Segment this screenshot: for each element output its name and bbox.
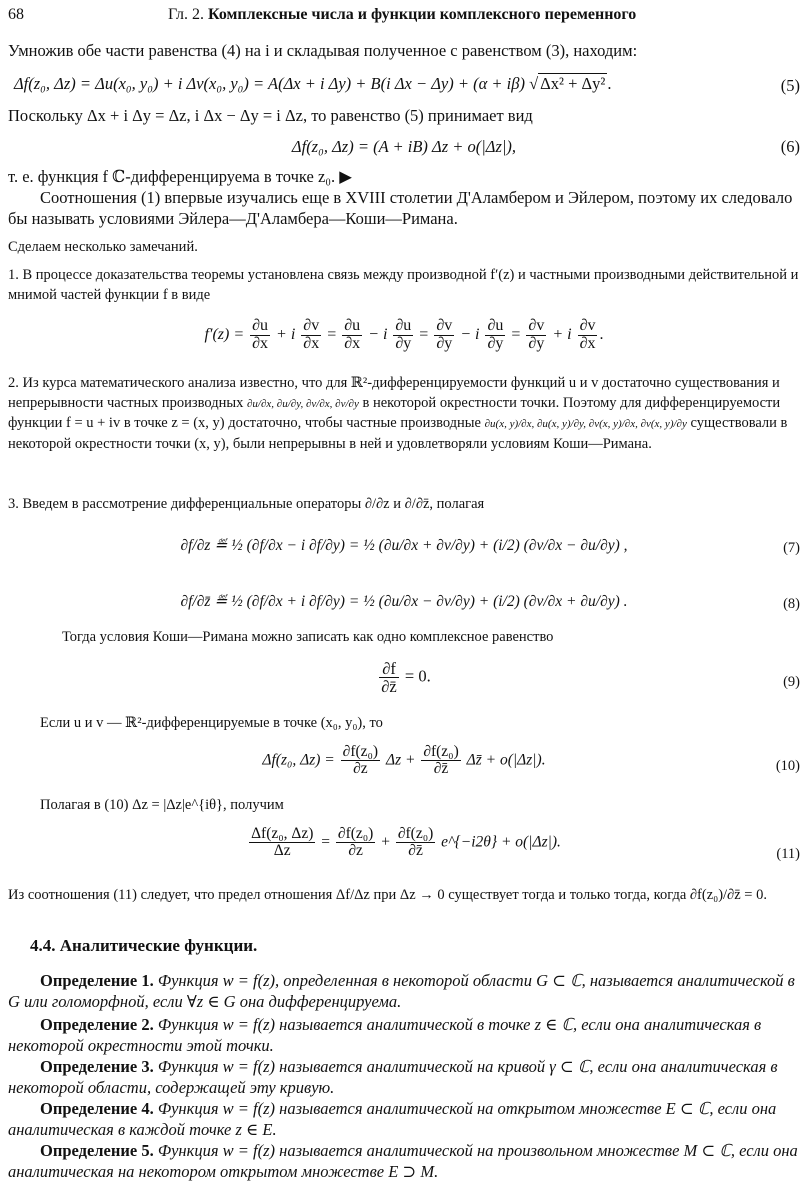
remark2-part-c: существовали в некоторой окрестности точки (x, y), были непрерывны в ней и удовлетворяли условиям Коши—Римана. [8,415,788,452]
eq-r1-lhs: f′(z) = [204,325,245,343]
definition-4-label: Определение 4. [40,1099,154,1118]
definition-5-label: Определение 5. [40,1141,154,1160]
equation-5: Δf(z₀, Δz) = Δu(x₀, y₀) + i Δv(x₀, y₀) = A(Δx + i Δy) + B(i Δx − Δy) + (α + iβ) √ Δx² + Δy² . [14,74,612,93]
frac-dv-dy: $\frac{\partial v}{\partial y}$ [436,317,453,352]
eq7-number: (7) [783,540,800,556]
paragraph-conclusion: т. е. функция f ℂ-дифференцируема в точке z₀. ▶ [8,167,352,186]
eq7-text: ∂f/∂z ≝ ½ (∂f/∂x − i ∂f/∂y) = ½ (∂u/∂x + ∂v/∂y) + (i/2) (∂v/∂x − ∂u/∂y) , [180,537,628,554]
definition-3 [8,1056,800,1098]
definition-2-text: Функция w = f(z) называется аналитической в точке z ∈ ℂ, если она аналитическая в некоторой окрестности этой точки. [8,1015,762,1055]
frac-df-dz: $\frac{\text{∂f(z₀)}}{\partial z}$ [342,743,379,778]
frac-df-dzbar: $\frac{\partial f}{\partial z̄}$ [381,659,397,697]
definition-5-text: Функция w = f(z) называется аналитической на произвольном множестве M ⊂ ℂ, если она аналитическая на некотором открытом множестве E ⊃ M. [8,1141,798,1181]
paragraph-remarks-intro: Сделаем несколько замечаний. [8,239,198,255]
eq5-number: (5) [780,76,800,95]
paragraph-if-differentiable: Если u и v — ℝ²-дифференцируемые в точке (x₀, y₀), то [40,715,383,731]
equation-7 [8,536,800,555]
eq10-number: (10) [775,758,800,774]
eq5-sqrt: Δx² + Δy² [540,74,606,93]
frac-ratio: $\frac{\text{Δf(z₀, Δz)}}{\Delta z}$ [251,825,314,860]
remark2-part-b: в некоторой окрестности точки. Поэтому для дифференцируемости функции f = u + iv в точке z = (x, y) достаточно, чтобы частные производные [8,394,781,431]
definition-5 [8,1140,800,1182]
equation-6 [8,137,800,157]
equation-9 [8,660,800,696]
remark2-derivatives: ∂u/∂x, ∂u/∂y, ∂v/∂x, ∂v/∂y [246,397,359,410]
paragraph-intro: Умножив обе части равенства (4) на i и складывая полученное с равенством (3), находим: [8,41,638,60]
eq6-number: (6) [780,137,800,156]
eq8-number: (8) [783,596,800,612]
definition-3-label: Определение 3. [40,1057,154,1076]
remark2-derivatives-2: ∂u(x, y)/∂x, ∂u(x, y)/∂y, ∂v(x, y)/∂x, ∂v(x, y)/∂y [484,418,687,430]
section-heading: 4.4. Аналитические функции. [30,936,258,955]
eq5-end: . [607,74,612,93]
definition-4 [8,1098,800,1140]
eq9-number: (9) [783,674,800,690]
frac-df-dzbar-11: $\frac{\text{∂f(z₀)}}{\partial z̄}$ [397,825,434,860]
running-header [8,6,800,28]
definition-1-text: Функция w = f(z), определенная в некоторой области G ⊂ ℂ, называется аналитической в G или голоморфной, если ∀z ∈ G она дифференцируема. [8,971,795,1011]
frac-du-dy-2: $\frac{\partial u}{\partial y}$ [487,317,504,352]
eq9-rest: = 0. [404,666,431,686]
eq8-text: ∂f/∂z̄ ≝ ½ (∂f/∂x + i ∂f/∂y) = ½ (∂u/∂x − ∂v/∂y) + (i/2) (∂v/∂x + ∂u/∂y) . [180,593,628,610]
equation-8 [8,592,800,611]
definition-3-text: Функция w = f(z) называется аналитической на кривой γ ⊂ ℂ, если она аналитическая в некоторой области, содержащей эту кривую. [8,1057,778,1097]
header-title [168,6,636,24]
frac-dv-dx-2: $\frac{\partial v}{\partial x}$ [579,317,596,352]
chapter-title: Комплексные числа и функции комплексного переменного [208,6,637,23]
eq11-number: (11) [776,846,800,862]
remark-3: 3. Введем в рассмотрение дифференциальные операторы ∂/∂z и ∂/∂z̄, полагая [8,496,485,512]
paragraph-cr-complex: Тогда условия Коши—Римана можно записать как одно комплексное равенство [62,629,554,645]
eq10-lhs: Δf(z₀, Δz) = [262,751,335,769]
equation-10: Δf(z₀, Δz) = $\frac{\text{∂f(z₀)}}{\partial z}$ Δz + $\frac{\text{∂f(z₀)}}{\partial z̄}$ Δz̄ + o(|Δz|). [262,743,546,778]
frac-df-dzbar-10: $\frac{\text{∂f(z₀)}}{\partial z̄}$ [423,743,459,778]
definition-2 [8,1014,800,1056]
paragraph-limit: Из соотношения (11) следует, что предел отношения Δf/Δz при Δz → 0 существует тогда и только тогда, когда ∂f(z₀)/∂z̄ = 0. [8,887,767,903]
frac-dv-dy-2: $\frac{\partial v}{\partial y}$ [528,317,545,352]
equation-11: $\frac{\text{Δf(z₀, Δz)}}{\Delta z}$ = $\frac{\text{∂f(z₀)}}{\partial z}$ + $\frac{\text{∂f(z₀)}}{\partial z̄}$ e^{−i2θ} + o(|Δz|). [251,825,561,860]
chapter-label: Гл. 2. [168,6,205,23]
paragraph-history: Соотношения (1) впервые изучались еще в XVIII столетии Д'Аламбером и Эйлером, поэтому их следовало бы называть условиями Эйлера—Д'Аламбера—Коши—Римана. [8,188,793,228]
definition-1 [8,970,800,1012]
frac-du-dy: $\frac{\partial u}{\partial y}$ [395,317,412,352]
definition-1-label: Определение 1. [40,971,154,990]
frac-df-dz-11: $\frac{\text{∂f(z₀)}}{\partial z}$ [337,825,374,860]
remark-1: 1. В процессе доказательства теоремы установлена связь между производной f′(z) и частными производными действительной и мнимой частей функции f в виде [8,267,799,303]
frac-dv-dx: $\frac{\partial v}{\partial x}$ [303,317,320,352]
eq5-text: Δf(z₀, Δz) = Δu(x₀, y₀) + i Δv(x₀, y₀) = A(Δx + i Δy) + B(i Δx − Δy) + (α + iβ) [14,74,525,93]
definition-2-label: Определение 2. [40,1015,154,1034]
paragraph-setting: Полагая в (10) Δz = |Δz|e^{iθ}, получим [40,797,284,813]
remark-2 [8,374,800,454]
equation-remark-1: f′(z) = $\frac{\partial u}{\partial x}$ + i $\frac{\partial v}{\partial x}$ = $\frac{\partial u}{\partial x}$ − i $\frac{\partial u}{\partial y}$ = $\frac{\partial v}{\partial y}$ − i $\frac{\partial u}{\partial y}$ = $\frac{\partial v}{\partial y}$ + i $\frac{\partial v}{\partial x}$ . [204,317,604,352]
paragraph-since: Поскольку Δx + i Δy = Δz, i Δx − Δy = i Δz, то равенство (5) принимает вид [8,106,533,125]
frac-du-dx: $\frac{\partial u}{\partial x}$ [252,317,269,352]
page-number: 68 [8,6,24,23]
frac-du-dx-2: $\frac{\partial u}{\partial x}$ [344,317,361,352]
eq6-text: Δf(z₀, Δz) = (A + iB) Δz + o(|Δz|), [291,137,517,156]
definition-4-text: Функция w = f(z) называется аналитической на открытом множестве E ⊂ ℂ, если она аналитическая в каждой точке z ∈ E. [8,1099,777,1139]
remark2-part-a: 2. Из курса математического анализа известно, что для ℝ²-дифференцируемости функций u и v достаточно существования и непрерывности частных производных [8,375,780,411]
